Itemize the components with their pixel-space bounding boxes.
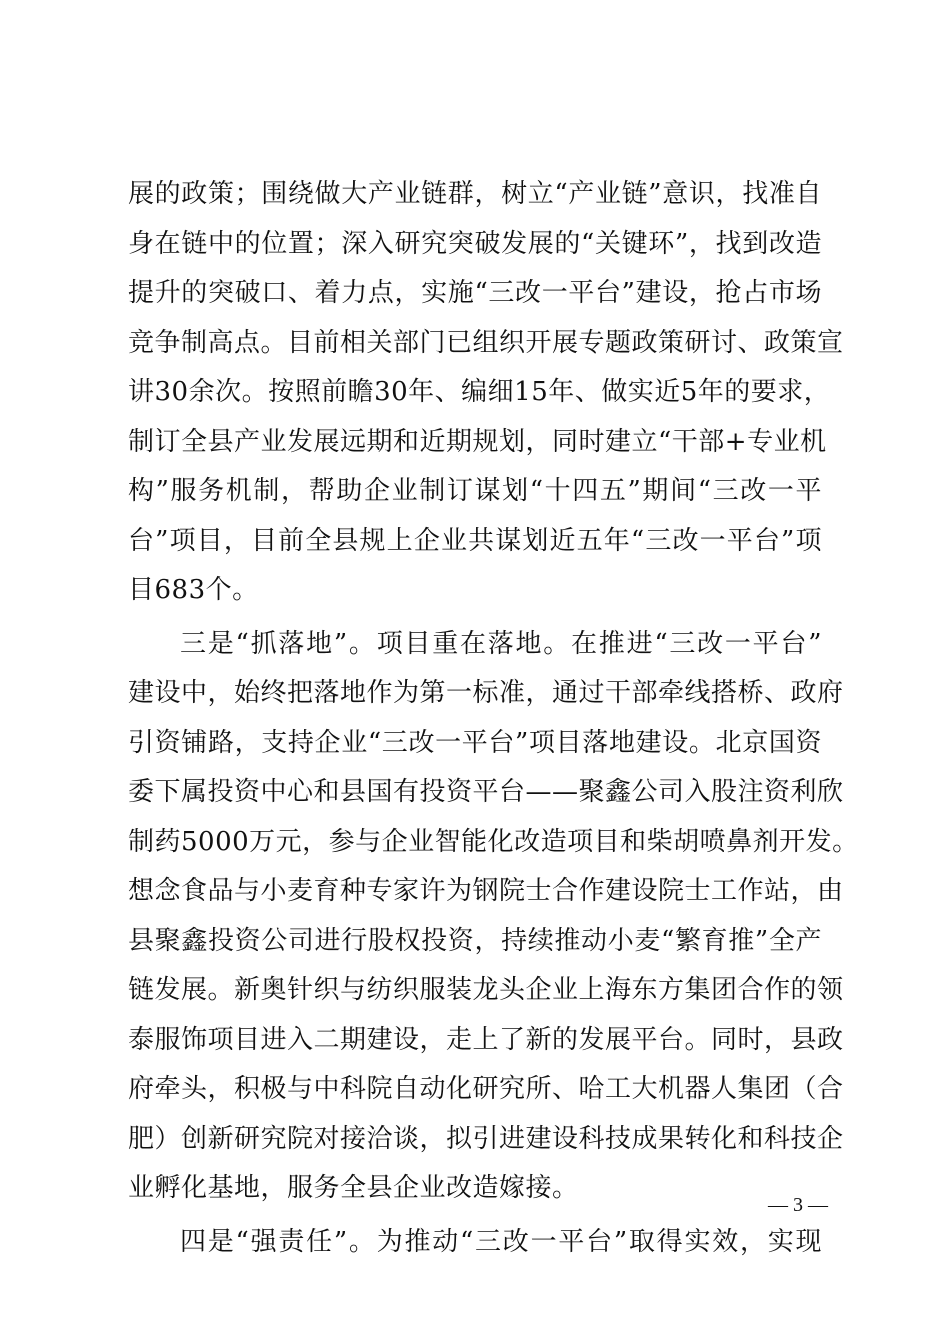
document-body [128, 170, 859, 1267]
text-line: 府牵头，积极与中科院自动化研究所、哈工大机器人集团（合 [128, 1074, 844, 1104]
paragraph [128, 170, 844, 616]
text-line: 构”服务机制，帮助企业制订谋划“十四五”期间“三改一平 [128, 476, 822, 506]
text-line: 四是“强责任”。为推动“三改一平台”取得实效，实现 [180, 1226, 822, 1257]
text-line: 肥）创新研究院对接洽谈，拟引进建设科技成果转化和科技企 [128, 1123, 844, 1154]
text-line: 制药5000万元，参与企业智能化改造项目和柴胡喷鼻剂开发。 [128, 826, 859, 857]
page-number: — 3 — [768, 1194, 828, 1216]
text-line: 泰服饰项目进入二期建设，走上了新的发展平台。同时，县政 [128, 1024, 844, 1055]
text-line: 展的政策；围绕做大产业链群，树立“产业链”意识，找准自 [128, 179, 822, 209]
text-line: 委下属投资中心和县国有投资平台——聚鑫公司入股注资利欣 [128, 777, 844, 807]
text-line: 三是“抓落地”。项目重在落地。在推进“三改一平台” [180, 628, 822, 659]
text-line: 竞争制高点。目前相关部门已组织开展专题政策研讨、政策宣 [128, 327, 844, 358]
text-line: 链发展。新奥针织与纺织服装龙头企业上海东方集团合作的领 [128, 975, 844, 1005]
text-line: 目683个。 [128, 575, 259, 605]
text-line: 想念食品与小麦育种专家许为钢院士合作建设院士工作站，由 [128, 876, 844, 906]
text-line: 提升的突破口、着力点，实施“三改一平台”建设，抢占市场 [128, 278, 822, 308]
text-line: 建设中，始终把落地作为第一标准，通过干部牵线搭桥、政府 [128, 678, 844, 708]
text-line: 县聚鑫投资公司进行股权投资，持续推动小麦“繁育推”全产 [128, 925, 822, 956]
text-line: 身在链中的位置；深入研究突破发展的“关键环”，找到改造 [128, 228, 822, 259]
paragraph [128, 620, 859, 1214]
text-line: 引资铺路，支持企业“三改一平台”项目落地建设。北京国资 [128, 727, 822, 758]
text-line: 台”项目，目前全县规上企业共谋划近五年“三改一平台”项 [128, 525, 822, 556]
text-line: 制订全县产业发展远期和近期规划，同时建立“干部+专业机 [128, 426, 827, 457]
text-line: 业孵化基地，服务全县企业改造嫁接。 [128, 1173, 579, 1203]
paragraph [128, 1218, 822, 1268]
text-line: 讲30余次。按照前瞻30年、编细15年、做实近5年的要求， [128, 377, 831, 407]
